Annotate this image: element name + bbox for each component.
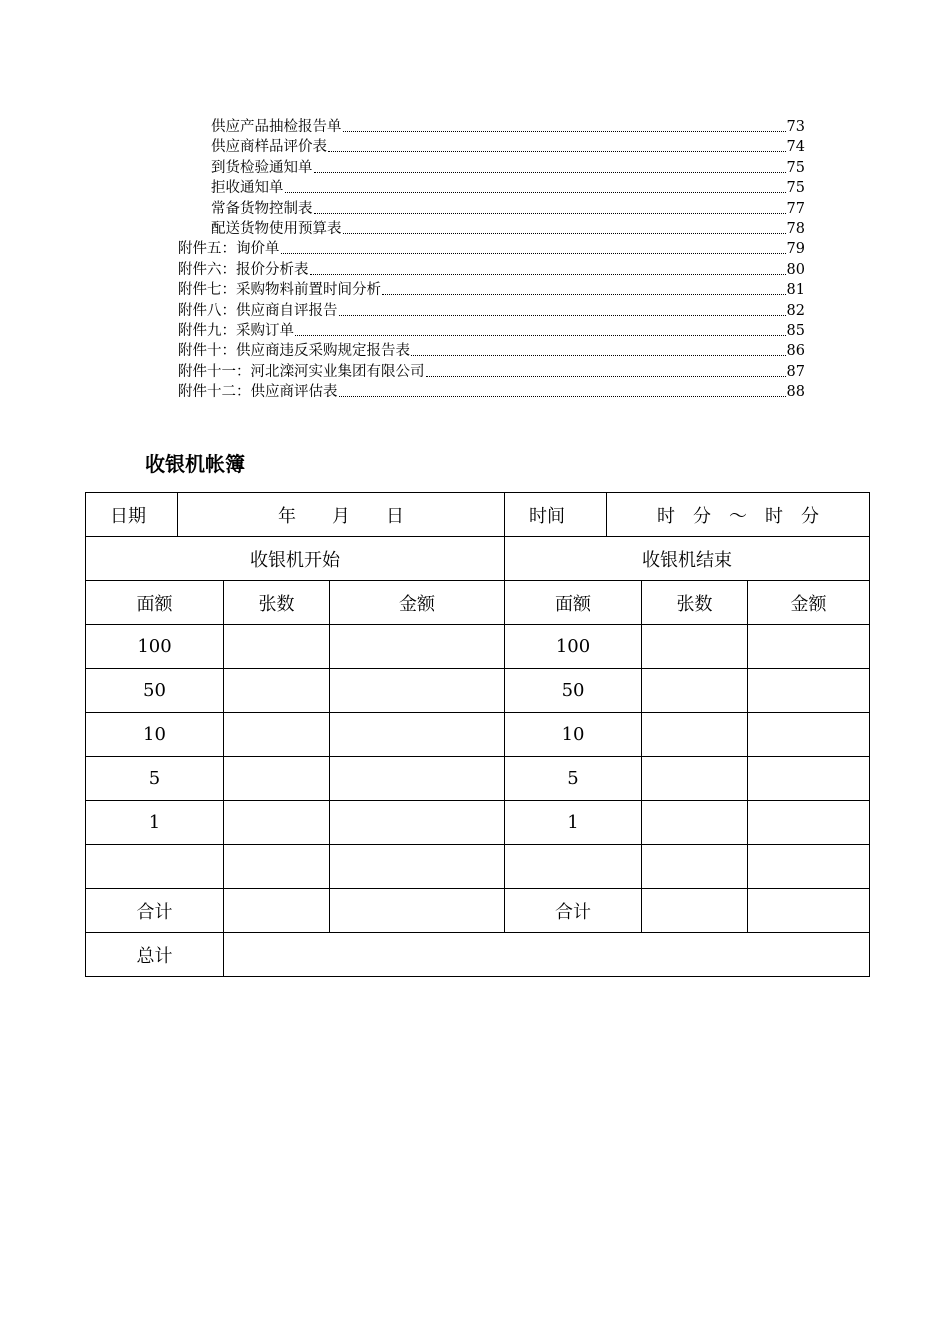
toc-entry-title: 附件六：报价分析表 <box>178 261 309 278</box>
toc-entry-title: 配送货物使用预算表 <box>211 221 342 237</box>
toc-entry-title: 附件十二：供应商评估表 <box>178 384 338 401</box>
start-count-header: 张数 <box>224 581 330 625</box>
toc-entry-page: 80 <box>786 261 805 278</box>
end-count <box>642 845 748 889</box>
start-subtotal-amount <box>330 889 505 933</box>
end-count <box>642 801 748 845</box>
section-header-row <box>86 537 870 581</box>
toc-entry-title: 附件九：采购订单 <box>178 323 294 339</box>
start-denomination: 5 <box>86 757 224 801</box>
toc-entry-page: 87 <box>786 363 805 380</box>
toc-dot-leader <box>382 294 786 295</box>
table-row <box>86 713 870 757</box>
start-denomination: 1 <box>86 801 224 845</box>
register-end-header: 收银机结束 <box>505 537 870 581</box>
start-amount <box>330 801 505 845</box>
total-label: 总计 <box>86 933 224 977</box>
start-denomination <box>86 845 224 889</box>
time-label: 时间 <box>505 493 607 537</box>
toc-entry-title: 附件五：询价单 <box>178 241 280 258</box>
toc-entry[interactable] <box>211 218 805 238</box>
start-count <box>224 669 330 713</box>
start-subtotal-count <box>224 889 330 933</box>
toc-entry-page: 73 <box>786 119 805 135</box>
toc-entry[interactable] <box>178 279 805 299</box>
toc-dot-leader <box>328 151 786 152</box>
toc-entry-page: 75 <box>786 180 805 197</box>
table-row <box>86 845 870 889</box>
toc-entry-page: 78 <box>786 221 805 237</box>
toc-entry-title: 到货检验通知单 <box>211 159 313 176</box>
date-label: 日期 <box>86 493 178 537</box>
toc-entry[interactable] <box>178 238 805 258</box>
date-time-row <box>86 493 870 537</box>
end-count <box>642 713 748 757</box>
end-subtotal-label: 合计 <box>505 889 642 933</box>
total-value <box>224 933 870 977</box>
end-count-header: 张数 <box>642 581 748 625</box>
toc-entry-page: 86 <box>786 343 805 360</box>
end-amount <box>748 757 870 801</box>
table-row <box>86 801 870 845</box>
toc-entry-page: 88 <box>786 384 805 401</box>
toc-entry-page: 81 <box>786 282 805 299</box>
start-denomination-header: 面额 <box>86 581 224 625</box>
end-denomination: 100 <box>505 625 642 669</box>
start-denomination: 100 <box>86 625 224 669</box>
toc-entry[interactable] <box>178 381 805 401</box>
toc-dot-leader <box>411 355 786 356</box>
toc-dot-leader <box>295 335 786 336</box>
cash-register-ledger-table <box>85 492 870 977</box>
toc-dot-leader <box>426 376 786 377</box>
toc-entry-title: 供应商样品评价表 <box>211 139 327 156</box>
toc-entry[interactable] <box>211 136 805 156</box>
toc-dot-leader <box>310 274 786 275</box>
toc-entry-title: 附件七：采购物料前置时间分析 <box>178 282 381 299</box>
toc-entry[interactable] <box>178 259 805 279</box>
start-count <box>224 757 330 801</box>
toc-dot-leader <box>343 233 786 234</box>
toc-dot-leader <box>339 315 786 316</box>
end-amount <box>748 713 870 757</box>
start-subtotal-label: 合计 <box>86 889 224 933</box>
toc-entry[interactable] <box>178 320 805 340</box>
end-amount-header: 金额 <box>748 581 870 625</box>
table-row <box>86 757 870 801</box>
end-amount <box>748 801 870 845</box>
toc-entry-title: 附件十一：河北滦河实业集团有限公司 <box>178 363 425 380</box>
time-value: 时 分 ～ 时 分 <box>607 493 870 537</box>
register-start-header: 收银机开始 <box>86 537 505 581</box>
start-denomination: 50 <box>86 669 224 713</box>
end-amount <box>748 625 870 669</box>
toc-entry-title: 附件十：供应商违反采购规定报告表 <box>178 343 410 360</box>
toc-dot-leader <box>285 192 786 193</box>
start-denomination: 10 <box>86 713 224 757</box>
toc-dot-leader <box>281 253 786 254</box>
subtotal-row <box>86 889 870 933</box>
end-denomination: 1 <box>505 801 642 845</box>
toc-entry[interactable] <box>211 198 805 218</box>
end-count <box>642 625 748 669</box>
toc-entry[interactable] <box>211 116 805 136</box>
toc-entry-title: 供应产品抽检报告单 <box>211 119 342 135</box>
end-subtotal-count <box>642 889 748 933</box>
table-row <box>86 669 870 713</box>
toc-entry[interactable] <box>211 177 805 197</box>
toc-entry[interactable] <box>178 340 805 360</box>
end-amount <box>748 845 870 889</box>
toc-entry-page: 85 <box>786 323 805 339</box>
toc-dot-leader <box>314 213 786 214</box>
start-amount-header: 金额 <box>330 581 505 625</box>
column-header-row <box>86 581 870 625</box>
start-amount <box>330 757 505 801</box>
start-amount <box>330 669 505 713</box>
end-denomination: 50 <box>505 669 642 713</box>
toc-dot-leader <box>339 396 786 397</box>
toc-entry[interactable] <box>178 300 805 320</box>
toc-dot-leader <box>314 172 786 173</box>
end-amount <box>748 669 870 713</box>
start-amount <box>330 713 505 757</box>
total-row <box>86 933 870 977</box>
toc-entry-page: 75 <box>786 159 805 176</box>
end-count <box>642 757 748 801</box>
start-count <box>224 801 330 845</box>
toc-entry[interactable] <box>211 157 805 177</box>
toc-entry-page: 79 <box>786 241 805 258</box>
toc-entry-title: 拒收通知单 <box>211 180 284 197</box>
end-denomination: 5 <box>505 757 642 801</box>
start-count <box>224 625 330 669</box>
end-denomination-header: 面额 <box>505 581 642 625</box>
toc-entry-page: 74 <box>786 139 805 156</box>
date-value: 年 月 日 <box>178 493 505 537</box>
toc-entry-page: 77 <box>786 200 805 217</box>
start-count <box>224 713 330 757</box>
start-count <box>224 845 330 889</box>
end-denomination <box>505 845 642 889</box>
table-row <box>86 625 870 669</box>
toc-entry-title: 附件八：供应商自评报告 <box>178 302 338 319</box>
toc-entry-title: 常备货物控制表 <box>211 200 313 217</box>
start-amount <box>330 625 505 669</box>
toc-entry[interactable] <box>178 361 805 381</box>
end-count <box>642 669 748 713</box>
end-subtotal-amount <box>748 889 870 933</box>
toc-entry-page: 82 <box>786 302 805 319</box>
toc-dot-leader <box>343 131 786 132</box>
end-denomination: 10 <box>505 713 642 757</box>
ledger-title: 收银机帐簿 <box>145 452 245 476</box>
start-amount <box>330 845 505 889</box>
